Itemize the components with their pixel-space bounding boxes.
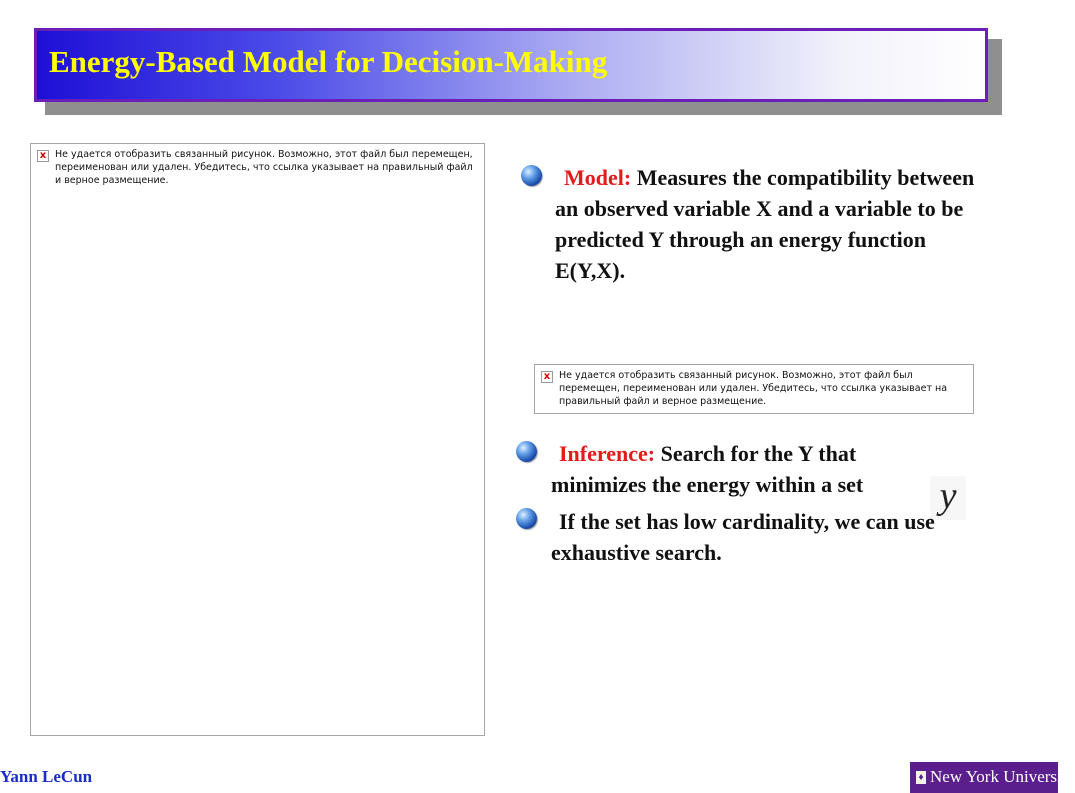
title-bar <box>34 28 988 102</box>
slide-title: Energy-Based Model for Decision-Making <box>49 44 608 79</box>
broken-image-left <box>30 143 485 736</box>
bullet-body: Measures the compatibility between an observed variable X and a variable to be predicted Y through an energy function E(Y,X). <box>555 165 975 283</box>
bullet-icon <box>521 165 542 186</box>
bullet-icon <box>516 441 537 462</box>
bullet-body: Search for the Y that minimizes the energy within a set <box>551 441 864 497</box>
bullet-keyword: Inference: <box>559 441 656 466</box>
bullet-exhaustive <box>551 506 991 568</box>
nyu-logo <box>910 762 1075 793</box>
broken-image-message: Не удается отобразить связанный рисунок. Возможно, этот файл был перемещен, переименован или удален. Убедитесь, что ссылка указывает на правильный файл и верное размещение. <box>55 149 473 186</box>
author-name: Yann LeCun <box>0 767 93 786</box>
university-name: New York University <box>930 767 1075 786</box>
bullet-icon <box>516 508 537 529</box>
broken-image-right <box>534 364 974 414</box>
bullet-body: If the set has low cardinality, we can use exhaustive search. <box>551 509 935 565</box>
bullet-model <box>555 162 995 286</box>
broken-image-icon: x <box>541 371 553 383</box>
broken-image-icon: x <box>37 150 49 162</box>
set-y-symbol: y <box>930 476 966 520</box>
broken-image-message: Не удается отобразить связанный рисунок. Возможно, этот файл был перемещен, переименован или удален. Убедитесь, что ссылка указывает на правильный файл и верное размещение. <box>559 370 948 407</box>
bullet-keyword: Model: <box>564 165 632 190</box>
bullet-inference <box>551 438 931 500</box>
torch-icon: ♦ <box>916 771 926 784</box>
